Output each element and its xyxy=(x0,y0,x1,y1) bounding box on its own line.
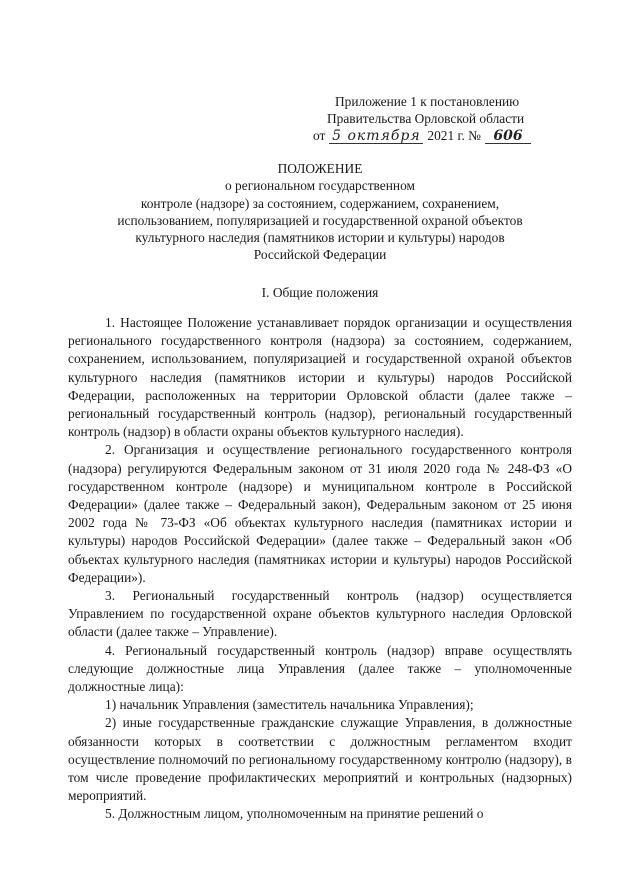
appendix-line-1: Приложение 1 к постановлению xyxy=(335,94,520,109)
appendix-header xyxy=(313,93,553,144)
appendix-line-2: Правительства Орловской области xyxy=(327,111,525,126)
paragraph: 4. Региональный государственный контроль (надзор) вправе осуществлять следующие должностные лица Управления (далее также – уполномоченные должностные лица): xyxy=(68,642,572,695)
title-line: о региональном государственном xyxy=(225,178,415,194)
paragraph: 2) иные государственные гражданские служащие Управления, в должностные обязанности которых в соответствии с должностным регламентом входит осуществление полномочий по региональному государственному контролю (надзору), в том числе проведение профилактических мероприятий и контрольных (надзорных) мероприятий. xyxy=(68,715,572,804)
paragraph: 2. Организация и осуществление регионального государственного контроля (надзора) регулируются Федеральным законом от 31 июля 2020 года № 248-ФЗ «О государственном контроле (надзоре) и муниципальном контроле в Российской Федерации» (далее также – Федеральный закон), Федеральным законом от 25 июня 2002 года № 73-ФЗ «Об объектах культурного наследия (памятниках истории и культуры) народов Российской Федерации» (далее также – Федеральный закон «Об объектах культурного наследия (памятниках истории и культуры) народов Российской Федерации»). xyxy=(68,442,572,585)
paragraph: 3. Региональный государственный контроль (надзор) осуществляется Управлением по государственной охране объектов культурного наследия Орловской области (далее также – Управление). xyxy=(68,588,572,640)
handwritten-number: 606 xyxy=(485,129,531,144)
paragraph: 1. Настоящее Положение устанавливает порядок организации и осуществления регионального государственного контроля (надзора) за состоянием, содержанием, сохранением, использованием, популяризацией и государственной охраной объектов культурного наследия (памятников истории и культуры) народов Российской Федерации, расположенных на территории Орловской области (далее также – региональный государственный контроль (надзор), региональный государственный контроль (надзор) в области охраны объектов культурного наследия). xyxy=(68,315,572,440)
document-body xyxy=(68,314,572,824)
title-line: контроле (надзоре) за состоянием, содержанием, сохранением, xyxy=(140,195,500,211)
title-line: культурного наследия (памятников истории и культуры) народов xyxy=(135,230,505,246)
title-heading: ПОЛОЖЕНИЕ xyxy=(277,161,363,176)
paragraph: 1) начальник Управления (заместитель начальника Управления); xyxy=(105,697,474,713)
from-label: от xyxy=(313,128,326,143)
appendix-date-line xyxy=(313,127,553,144)
paragraph: 5. Должностным лицом, уполномоченным на принятие решений о xyxy=(105,806,484,822)
section-heading: I. Общие положения xyxy=(261,285,379,300)
year-number-label: 2021 г. № xyxy=(427,128,481,143)
title-line: Российской Федерации xyxy=(253,247,387,263)
handwritten-date: 5 октября xyxy=(329,129,423,144)
title-line: использованием, популяризацией и государственной охраной объектов xyxy=(117,212,523,228)
document-title xyxy=(80,160,560,264)
